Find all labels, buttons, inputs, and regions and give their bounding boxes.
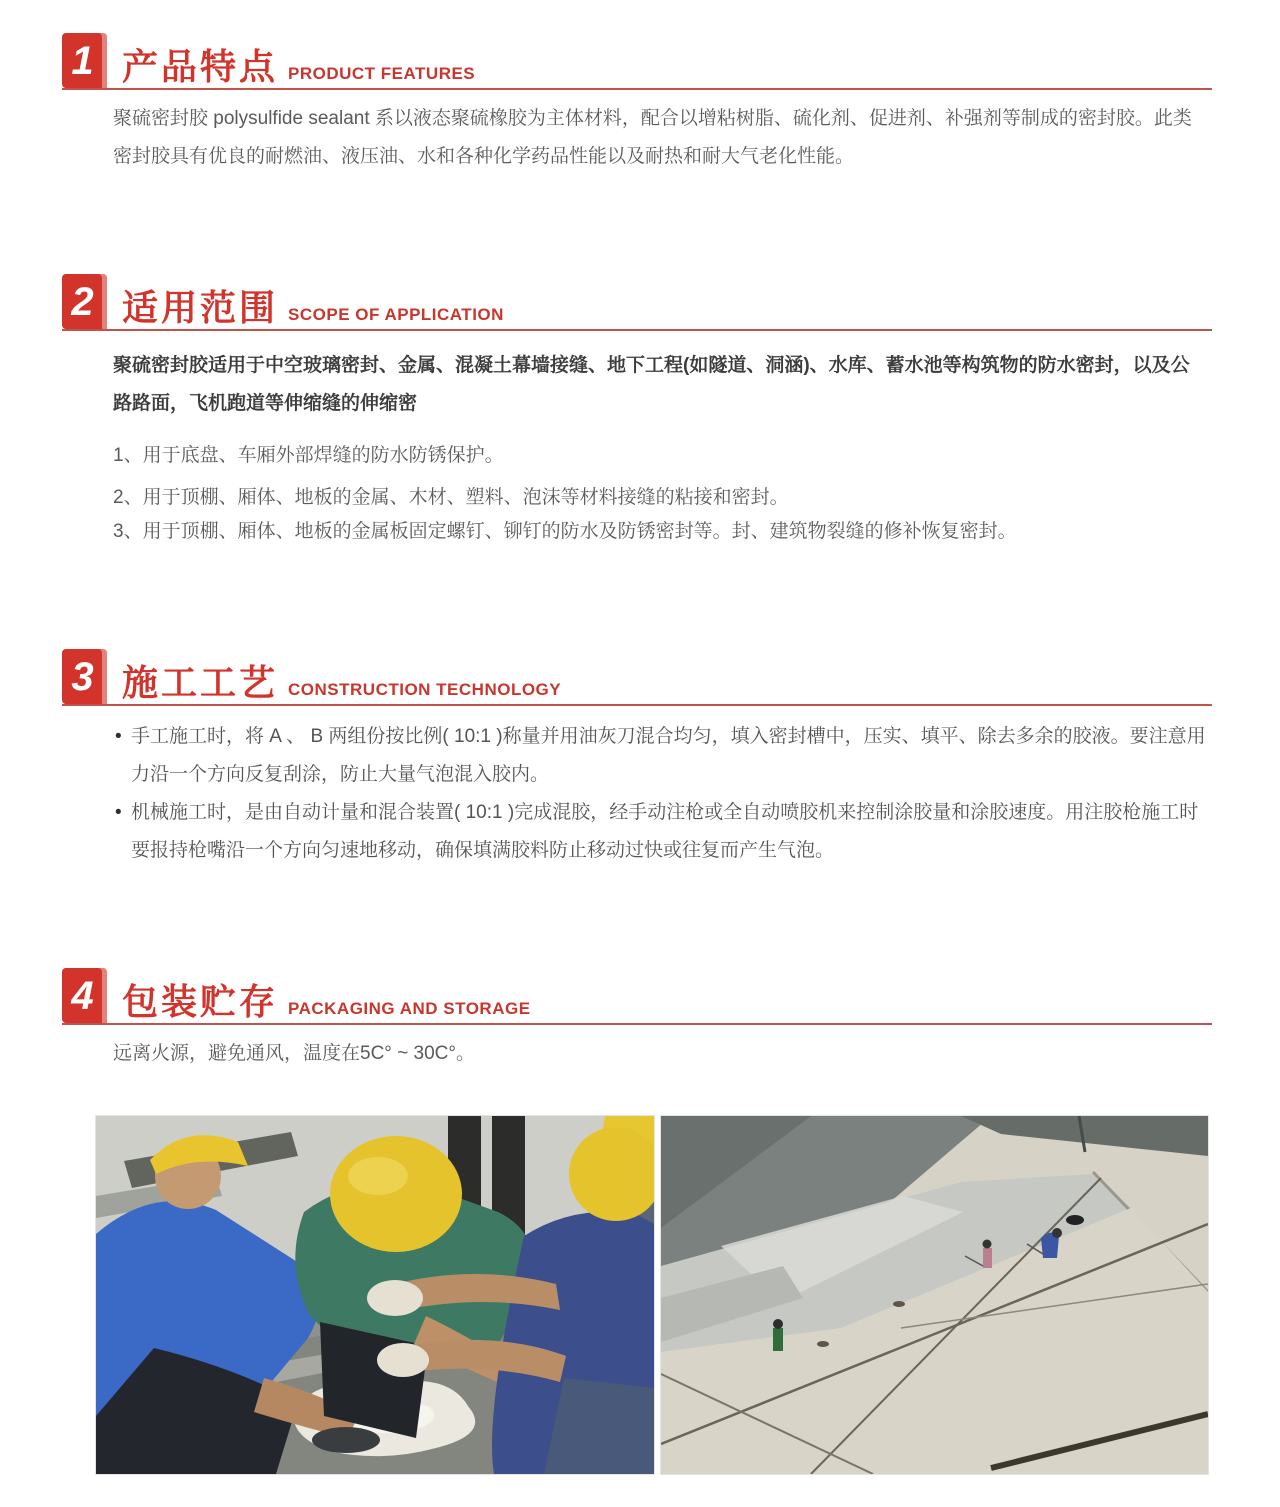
list-item: 3、用于顶棚、厢体、地板的金属板固定螺钉、铆钉的防水及防锈密封等。封、建筑物裂缝的修补恢复密封。 xyxy=(113,521,1017,542)
section-subtitle: PRODUCT FEATURES xyxy=(288,64,476,83)
section-number-badge xyxy=(62,649,107,704)
section-header xyxy=(62,968,1212,1025)
section-number: 4 xyxy=(71,973,94,1018)
section-packaging-and-storage xyxy=(62,968,1212,1073)
bullet-dot-icon: • xyxy=(115,802,122,823)
workers-mixing-white-sealant-photo xyxy=(95,1115,655,1475)
list-item: 2、用于顶棚、厢体、地板的金属、木材、塑料、泡沫等材料接缝的粘接和密封。 xyxy=(113,487,789,508)
section-subtitle: CONSTRUCTION TECHNOLOGY xyxy=(288,680,562,699)
bullet-text: 手工施工时，将 A 、 B 两组份按比例( 10:1 )称量并用油灰刀混合均匀，填入密封槽中，压实、填平、除去多余的胶液。要注意用力沿一个方向反复刮涂，防止大量气泡混入胶内。 xyxy=(131,726,1206,785)
section-scope-of-application xyxy=(62,274,1212,547)
section-lead-text: 聚硫密封胶适用于中空玻璃密封、金属、混凝土幕墙接缝、地下工程(如隧道、洞涵)、水库、蓄水池等构筑物的防水密封，以及公路路面，飞机跑道等伸缩缝的伸缩密 xyxy=(113,355,1190,414)
section-header xyxy=(62,649,1212,706)
section-title: 产品特点 xyxy=(122,46,279,87)
application-list xyxy=(62,441,1212,547)
concrete-slope-expansion-joints-photo xyxy=(660,1115,1209,1475)
photo-row xyxy=(95,1115,1212,1475)
section-subtitle: PACKAGING AND STORAGE xyxy=(288,999,531,1018)
section-number: 2 xyxy=(71,279,94,324)
bullet-dot-icon: • xyxy=(115,726,122,747)
section-title: 包装贮存 xyxy=(122,981,279,1022)
list-item: 1、用于底盘、车厢外部焊缝的防水防锈保护。 xyxy=(113,445,504,466)
section-number: 1 xyxy=(71,38,94,83)
construction-steps-list xyxy=(62,718,1212,870)
section-title: 施工工艺 xyxy=(122,662,279,703)
bullet-item xyxy=(115,794,1206,870)
section-construction-technology xyxy=(62,649,1212,870)
bullet-text: 机械施工时，是由自动计量和混合装置( 10:1 )完成混胶，经手动注枪或全自动喷胶机来控制涂胶量和涂胶速度。用注胶枪施工时要报持枪嘴沿一个方向匀速地移动，确保填满胶料防止移动过快或往复而产生气泡。 xyxy=(131,802,1199,861)
section-body-text: 远离火源，避免通风，温度在5C° ~ 30C°。 xyxy=(113,1043,475,1064)
bullet-item xyxy=(115,718,1206,794)
section-header xyxy=(62,33,1212,90)
section-subtitle: SCOPE OF APPLICATION xyxy=(288,305,504,324)
section-body-text: 聚硫密封胶 polysulfide sealant 系以液态聚硫橡胶为主体材料，配合以增粘树脂、硫化剂、促进剂、补强剂等制成的密封胶。此类密封胶具有优良的耐燃油、液压油、水和各种化学药品性能以及耐热和耐大气老化性能。 xyxy=(113,108,1192,167)
section-title: 适用范围 xyxy=(122,287,279,328)
section-number-badge xyxy=(62,274,107,329)
section-number-badge xyxy=(62,33,107,88)
section-product-features xyxy=(62,33,1212,176)
section-header xyxy=(62,274,1212,331)
section-number-badge xyxy=(62,968,107,1023)
section-number: 3 xyxy=(71,654,94,699)
